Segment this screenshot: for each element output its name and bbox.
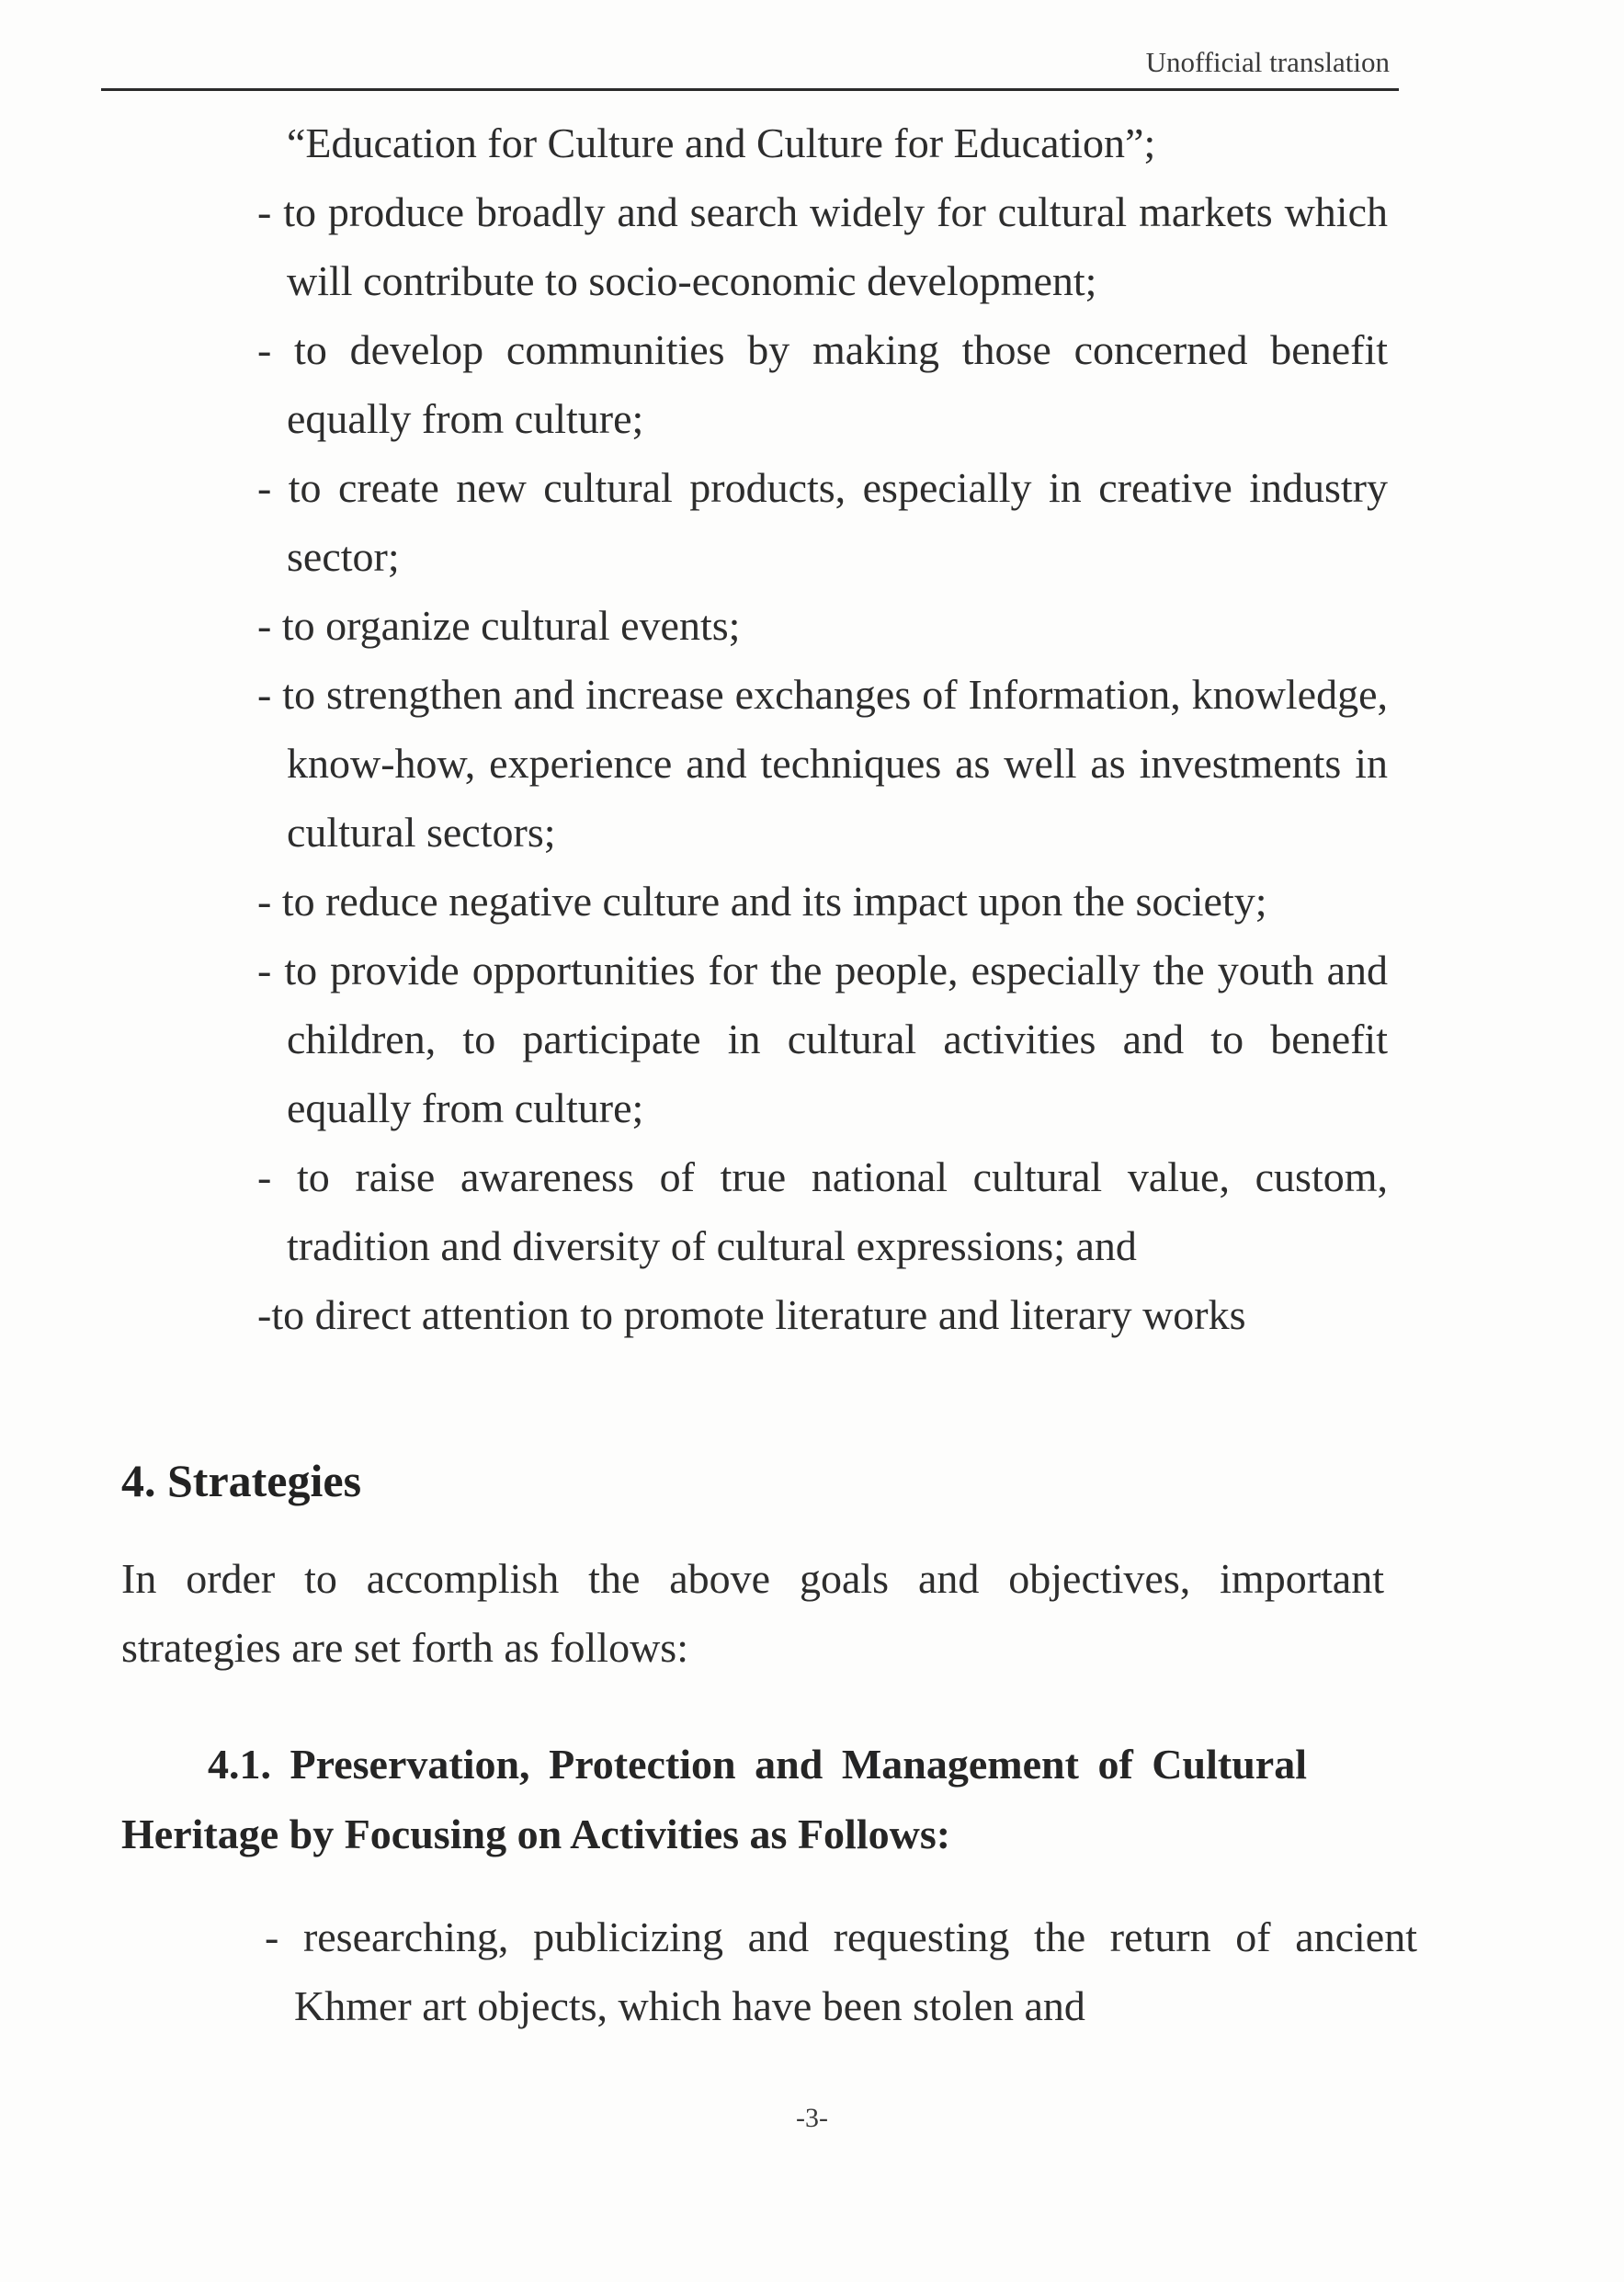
- subsection-heading-preservation: 4.1. Preservation, Protection and Management of Cultural Heritage by Focusing on Activities as Follows:: [121, 1741, 1307, 1857]
- objectives-lead: “Education for Culture and Culture for Education”;: [287, 119, 1156, 166]
- list-item: - to develop communities by making those concerned benefit equally from culture;: [257, 326, 1388, 442]
- list-item: -to direct attention to promote literature and literary works: [257, 1291, 1246, 1338]
- list-item: - researching, publicizing and requesting the return of ancient Khmer art objects, which have been stolen and: [265, 1913, 1417, 2029]
- page-number: -3-: [796, 2103, 828, 2133]
- list-item: - to organize cultural events;: [257, 602, 741, 649]
- list-item: - to produce broadly and search widely for cultural markets which will contribute to socio-economic development;: [257, 188, 1388, 304]
- list-item: - to strengthen and increase exchanges of Information, knowledge, know-how, experience and techniques as well as investments in cultural sectors;: [257, 671, 1388, 856]
- list-item: - to reduce negative culture and its impact upon the society;: [257, 878, 1267, 925]
- objectives-list: [257, 108, 1388, 1349]
- header-label: Unofficial translation: [1145, 46, 1390, 78]
- strategies-intro: In order to accomplish the above goals and objectives, important strategies are set forth as follows:: [121, 1555, 1384, 1671]
- list-item: - to provide opportunities for the people, especially the youth and children, to participate in cultural activities and to benefit equally from culture;: [257, 947, 1388, 1131]
- list-item: - to raise awareness of true national cultural value, custom, tradition and diversity of cultural expressions; and: [257, 1153, 1388, 1269]
- section-heading-strategies: 4. Strategies: [121, 1455, 362, 1506]
- list-item: - to create new cultural products, especially in creative industry sector;: [257, 464, 1388, 580]
- header-rule: [101, 88, 1399, 91]
